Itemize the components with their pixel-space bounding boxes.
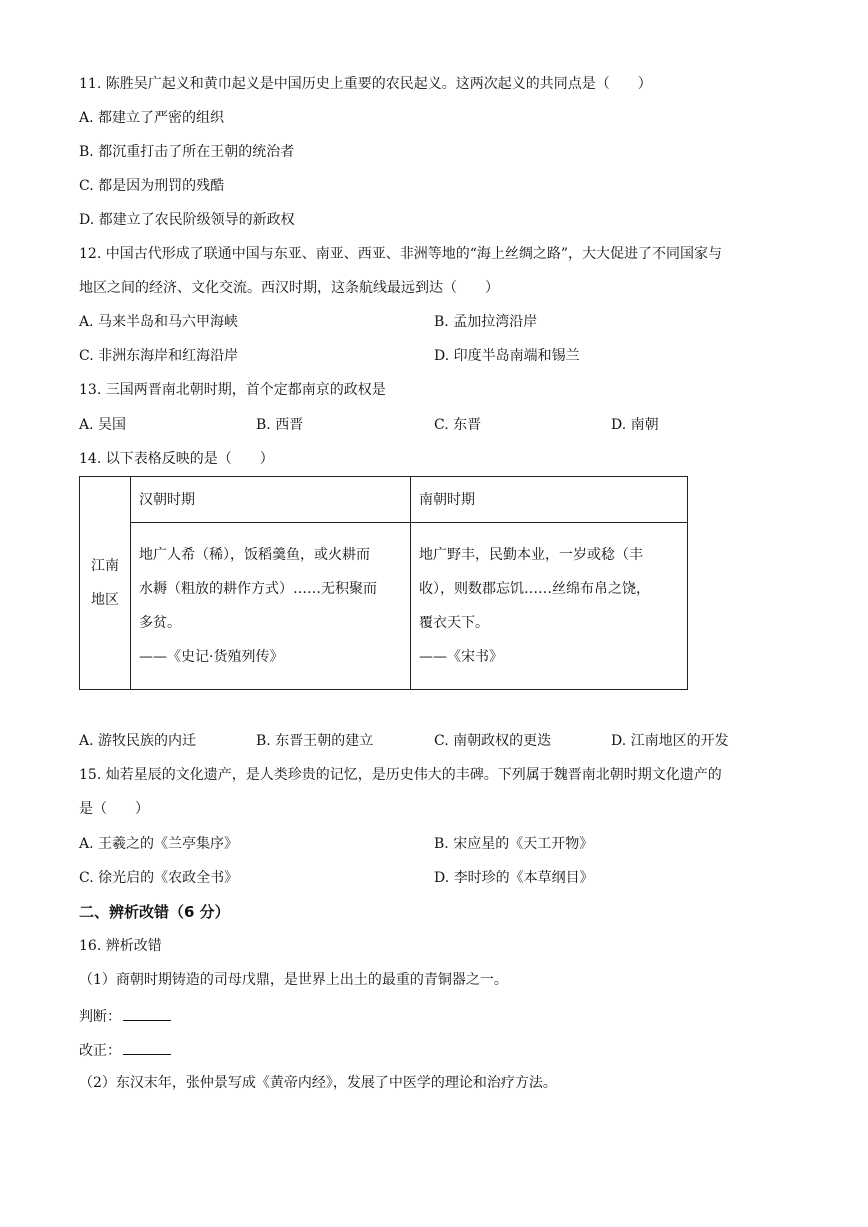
south-quote-line: 覆衣天下。	[419, 615, 489, 631]
q12-stem-line1: 12. 中国古代形成了联通中国与东亚、南亚、西亚、非洲等地的“海上丝绸之路”，大大促进了不同国家与	[79, 246, 723, 262]
q11-option-c: C. 都是因为刑罚的残酷	[79, 178, 225, 194]
region-label-line2: 地区	[91, 592, 119, 608]
han-quote-line: 多贫。	[139, 615, 181, 631]
q16-correct-row	[79, 1040, 171, 1060]
q15-option-b: B. 宋应星的《天工开物》	[434, 836, 594, 852]
south-quote-line: 收），则数郡忘饥……丝绵布帛之饶，	[419, 581, 650, 597]
q13-option-c: C. 东晋	[434, 417, 482, 433]
q12-option-d: D. 印度半岛南端和锡兰	[434, 348, 580, 364]
q15-stem-line1: 15. 灿若星辰的文化遗产，是人类珍贵的记忆，是历史伟大的丰碑。下列属于魏晋南北朝时期文化遗产的	[79, 767, 722, 783]
q16-item1: （1）商朝时期铸造的司母戊鼎，是世界上出土的最重的青铜器之一。	[79, 972, 508, 988]
q14-source-table	[79, 476, 688, 690]
q15-option-c: C. 徐光启的《农政全书》	[79, 870, 239, 886]
south-quote-source: ——《宋书》	[419, 649, 503, 665]
q13-stem: 13. 三国两晋南北朝时期，首个定都南京的政权是	[79, 382, 386, 398]
q12-option-c: C. 非洲东海岸和红海沿岸	[79, 348, 239, 364]
q15-option-a: A. 王羲之的《兰亭集序》	[79, 836, 239, 852]
q14-stem: 14. 以下表格反映的是（ ）	[79, 451, 274, 467]
q12-stem-line2: 地区之间的经济、文化交流。西汉时期，这条航线最远到达（ ）	[79, 280, 499, 296]
q13-option-b: B. 西晋	[256, 417, 304, 433]
judge-answer-blank[interactable]	[123, 1006, 171, 1021]
region-label-line1: 江南	[91, 558, 119, 574]
han-quote-source: ——《史记·货殖列传》	[139, 649, 284, 665]
q15-stem-line2: 是（ ）	[79, 801, 149, 817]
han-header-text: 汉朝时期	[139, 491, 195, 508]
q11-option-d: D. 都建立了农民阶级领导的新政权	[79, 212, 295, 228]
q12-option-b: B. 孟加拉湾沿岸	[434, 314, 538, 330]
table-region-cell	[80, 477, 131, 690]
south-header-text: 南朝时期	[419, 491, 475, 508]
correct-label: 改正：	[79, 1043, 121, 1059]
q14-option-c: C. 南朝政权的更迭	[434, 733, 552, 749]
han-quote-line: 水耨（粗放的耕作方式）……无积聚而	[139, 581, 377, 597]
correct-answer-blank[interactable]	[123, 1040, 171, 1055]
table-cell-south-quote	[411, 523, 688, 690]
q12-option-a: A. 马来半岛和马六甲海峡	[79, 314, 239, 330]
section2-heading: 二、辨析改错（6 分）	[79, 903, 230, 921]
q14-option-b: B. 东晋王朝的建立	[256, 733, 374, 749]
q11-option-b: B. 都沉重打击了所在王朝的统治者	[79, 144, 295, 160]
table-header-south	[411, 477, 688, 523]
q16-title: 16. 辨析改错	[79, 938, 162, 954]
q11-stem: 11. 陈胜吴广起义和黄巾起义是中国历史上重要的农民起义。这两次起义的共同点是（ ）	[79, 76, 652, 92]
table-cell-han-quote	[131, 523, 411, 690]
q13-option-d: D. 南朝	[611, 417, 659, 433]
q13-option-a: A. 吴国	[79, 417, 127, 433]
q11-option-a: A. 都建立了严密的组织	[79, 110, 225, 126]
south-quote-line: 地广野丰，民勤本业，一岁或稔（丰	[419, 547, 643, 563]
q14-option-a: A. 游牧民族的内迁	[79, 733, 197, 749]
q14-option-d: D. 江南地区的开发	[611, 733, 729, 749]
judge-label: 判断：	[79, 1009, 121, 1025]
han-quote-line: 地广人希（稀），饭稻羹鱼，或火耕而	[139, 547, 370, 563]
q16-item2: （2）东汉末年，张仲景写成《黄帝内经》，发展了中医学的理论和治疗方法。	[79, 1075, 557, 1091]
table-header-han	[131, 477, 411, 523]
q15-option-d: D. 李时珍的《本草纲目》	[434, 870, 594, 886]
q16-judge-row	[79, 1006, 171, 1026]
